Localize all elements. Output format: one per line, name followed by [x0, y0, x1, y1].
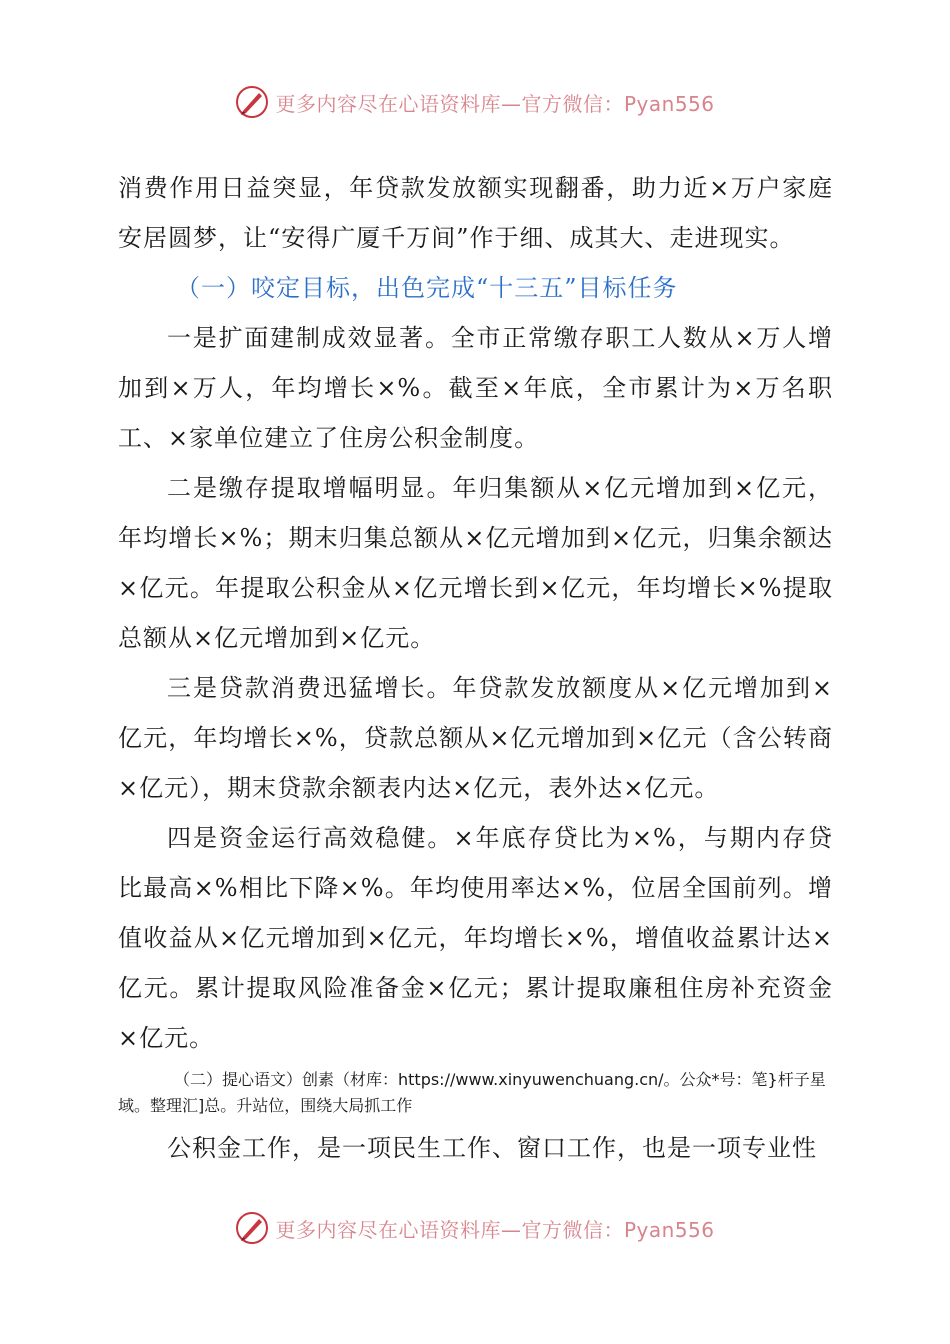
- pen-logo-icon: [235, 85, 269, 119]
- document-body: [118, 163, 833, 1173]
- banner-account: Pyan556: [623, 1217, 715, 1242]
- section-heading: （一）咬定目标，出色完成“十三五”目标任务: [176, 274, 678, 302]
- inserted-note: （二）提心语文）创素（材库：https://www.xinyuwenchuang.cn/。公众*号：笔}杆子星域。整理汇]总。升站位，围绕大局抓工作: [118, 1070, 826, 1115]
- paragraph-5: 公积金工作，是一项民生工作、窗口工作，也是一项专业性: [167, 1134, 817, 1162]
- paragraph-1: 一是扩面建制成效显著。全市正常缴存职工人数从×万人增加到×万人，年均增长×%。截至×年底，全市累计为×万名职工、×家单位建立了住房公积金制度。: [118, 324, 833, 452]
- paragraph-2: 二是缴存提取增幅明显。年归集额从×亿元增加到×亿元，年均增长×%；期末归集总额从×亿元增加到×亿元，归集余额达×亿元。年提取公积金从×亿元增长到×亿元，年均增长×%提取总额从×亿元增加到×亿元。: [118, 474, 833, 652]
- banner-text: 更多内容尽在心语资料库—官方微信：Pyan556: [275, 91, 715, 116]
- paragraph-4: 四是资金运行高效稳健。×年底存贷比为×%，与期内存贷比最高×%相比下降×%。年均使用率达×%，位居全国前列。增值收益从×亿元增加到×亿元，年均增长×%，增值收益累计达×亿元。累计提取风险准备金×亿元；累计提取廉租住房补充资金×亿元。: [118, 824, 833, 1052]
- pen-logo-icon: [235, 1211, 269, 1245]
- banner-account: Pyan556: [623, 91, 715, 116]
- paragraph-3: 三是贷款消费迅猛增长。年贷款发放额度从×亿元增加到×亿元，年均增长×%，贷款总额从×亿元增加到×亿元（含公转商×亿元），期末贷款余额表内达×亿元，表外达×亿元。: [118, 674, 833, 802]
- paragraph-continuation: 消费作用日益突显，年贷款发放额实现翻番，助力近×万户家庭安居圆梦，让“安得广厦千万间”作于细、成其大、走进现实。: [118, 174, 833, 252]
- footer-banner: [0, 1208, 950, 1248]
- header-banner: [0, 82, 950, 122]
- banner-text: 更多内容尽在心语资料库—官方微信：Pyan556: [275, 1217, 715, 1242]
